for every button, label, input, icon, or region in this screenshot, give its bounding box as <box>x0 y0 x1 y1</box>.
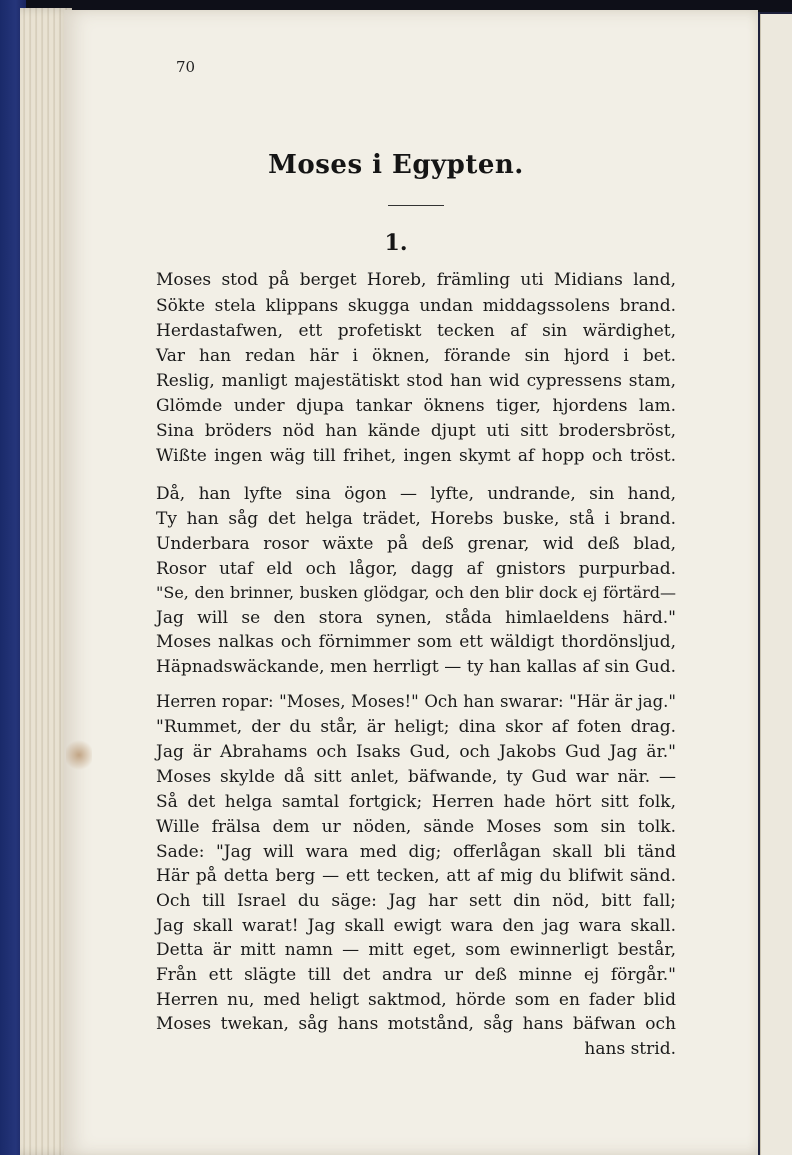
poem-line: Så det helga samtal fortgick; Herren hade hört sitt folk, <box>156 792 676 812</box>
poem-line: Moses nalkas och förnimmer som ett wäldigt thordönsljud, <box>156 632 676 652</box>
poem-line: Sökte stela klippans skugga undan middagssolens brand. <box>156 296 676 316</box>
section-number: 1. <box>384 230 408 256</box>
poem-line: Moses skylde då sitt anlet, bäfwande, ty Gud war när. — <box>156 767 676 787</box>
poem-line: Reslig, manligt majestätiskt stod han wid cypressens stam, <box>156 371 676 391</box>
poem-line: Wille frälsa dem ur nöden, sände Moses som sin tolk. <box>156 817 676 837</box>
poem-line: Herdastafwen, ett profetiskt tecken af sin wärdighet, <box>156 321 676 341</box>
poem-line: Jag skall warat! Jag skall ewigt wara den jag wara skall. <box>156 916 676 936</box>
title-divider <box>388 205 444 206</box>
poem-line: Herren nu, med heligt saktmod, hörde som en fader blid <box>156 990 676 1010</box>
poem-line: Sina bröders nöd han kände djupt uti sitt brodersbröst, <box>156 421 676 441</box>
poem-line: Rosor utaf eld och lågor, dagg af gnistors purpurbad. <box>156 559 676 579</box>
poem-line: Då, han lyfte sina ögon — lyfte, undrande, sin hand, <box>156 484 676 504</box>
poem-line: Här på detta berg — ett tecken, att af mig du blifwit sänd. <box>156 866 676 886</box>
poem-line: Moses twekan, såg hans motstånd, såg hans bäfwan och <box>156 1014 676 1034</box>
poem-line: Var han redan här i öknen, förande sin hjord i bet. <box>156 346 676 366</box>
poem-line: Sade: "Jag will wara med dig; offerlågan skall bli tänd <box>156 842 676 862</box>
poem-line: Wißte ingen wäg till frihet, ingen skymt af hopp och tröst. <box>156 446 676 466</box>
poem-line: Jag will se den stora synen, ståda himlaeldens härd." <box>156 608 676 628</box>
poem-line: Och till Israel du säge: Jag har sett din nöd, bitt fall; <box>156 891 676 911</box>
poem-line: Moses stod på berget Horeb, främling uti Midians land, <box>156 270 676 290</box>
facing-page-edge <box>760 14 792 1155</box>
chapter-title: Moses i Egypten. <box>268 150 524 180</box>
poem-line-continuation: hans strid. <box>584 1039 676 1059</box>
poem-line: Underbara rosor wäxte på deß grenar, wid deß blad, <box>156 534 676 554</box>
poem-line: Glömde under djupa tankar öknens tiger, hjordens lam. <box>156 396 676 416</box>
poem-line: "Rummet, der du står, är heligt; dina skor af foten drag. <box>156 717 676 737</box>
poem-line: Detta är mitt namn — mitt eget, som ewinnerligt består, <box>156 940 676 960</box>
poem-line: Jag är Abrahams och Isaks Gud, och Jakobs Gud Jag är." <box>156 742 676 762</box>
paper-stain <box>66 738 92 772</box>
poem-line: "Se, den brinner, busken glödgar, och den blir dock ej förtärd— <box>156 583 676 602</box>
poem-line: Ty han såg det helga trädet, Horebs buske, stå i brand. <box>156 509 676 529</box>
page-number: 70 <box>176 58 196 76</box>
poem-line: Häpnadswäckande, men herrligt — ty han kallas af sin Gud. <box>156 657 676 677</box>
poem-line: Herren ropar: "Moses, Moses!" Och han swarar: "Här är jag." <box>156 692 676 711</box>
poem-line: Från ett slägte till det andra ur deß minne ej förgår." <box>156 965 676 985</box>
